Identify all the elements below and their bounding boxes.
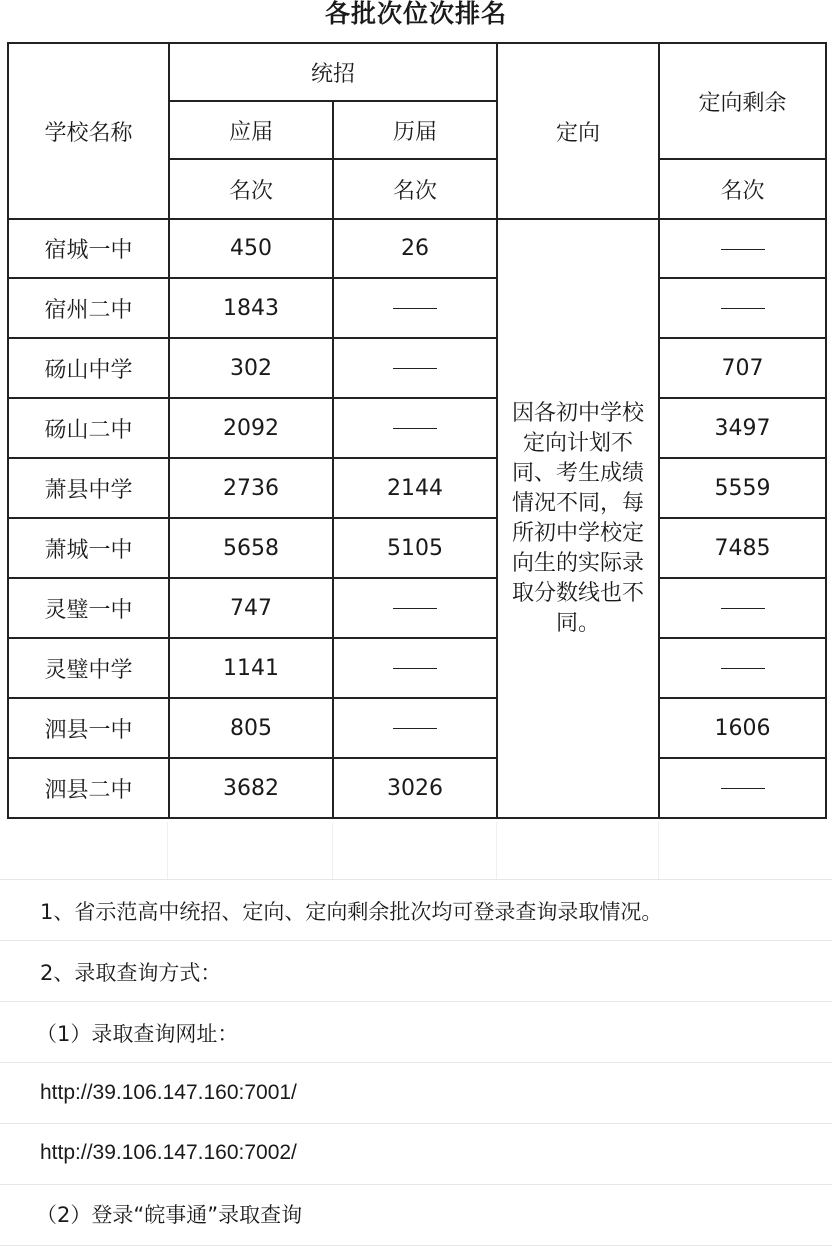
dingxiang-note-line: 同。 bbox=[556, 610, 601, 636]
header-mingci-lijie: 名次 bbox=[333, 159, 497, 219]
table-row bbox=[8, 398, 826, 458]
cell-lijie-rank bbox=[333, 278, 497, 338]
cell-shengyu-rank bbox=[659, 638, 826, 698]
header-dingxiang: 定向 bbox=[497, 43, 659, 219]
cell-lijie-rank: 5105 bbox=[333, 518, 497, 578]
table-row bbox=[8, 278, 826, 338]
grid-line bbox=[0, 879, 832, 880]
empty-dash bbox=[721, 308, 765, 309]
header-lijie: 历届 bbox=[333, 101, 497, 159]
dingxiang-note-line: 同、考生成绩 bbox=[512, 460, 645, 486]
empty-dash bbox=[393, 368, 437, 369]
cell-lijie-rank: 2144 bbox=[333, 458, 497, 518]
cell-lijie-rank: 26 bbox=[333, 219, 497, 278]
ranking-table bbox=[7, 42, 827, 819]
empty-dash bbox=[393, 608, 437, 609]
table-row bbox=[8, 698, 826, 758]
grid-line bbox=[0, 1062, 832, 1063]
cell-school: 泗县一中 bbox=[8, 698, 169, 758]
cell-school: 砀山中学 bbox=[8, 338, 169, 398]
cell-yingjie-rank: 302 bbox=[169, 338, 333, 398]
grid-line bbox=[0, 1001, 832, 1002]
header-yingjie: 应届 bbox=[169, 101, 333, 159]
cell-yingjie-rank: 450 bbox=[169, 219, 333, 278]
cell-lijie-rank bbox=[333, 698, 497, 758]
empty-dash bbox=[721, 788, 765, 789]
cell-yingjie-rank: 2092 bbox=[169, 398, 333, 458]
header-tongzhao: 统招 bbox=[169, 43, 497, 101]
grid-line bbox=[0, 1245, 832, 1246]
table-row bbox=[8, 578, 826, 638]
grid-line bbox=[332, 822, 333, 879]
cell-shengyu-rank: 3497 bbox=[659, 398, 826, 458]
cell-school: 泗县二中 bbox=[8, 758, 169, 818]
cell-yingjie-rank: 5658 bbox=[169, 518, 333, 578]
empty-dash bbox=[393, 728, 437, 729]
cell-lijie-rank bbox=[333, 638, 497, 698]
cell-yingjie-rank: 3682 bbox=[169, 758, 333, 818]
cell-shengyu-rank: 1606 bbox=[659, 698, 826, 758]
table-row bbox=[8, 458, 826, 518]
cell-lijie-rank bbox=[333, 338, 497, 398]
grid-line bbox=[0, 1184, 832, 1185]
query-url-1[interactable]: http://39.106.147.160:7001/ bbox=[40, 1081, 297, 1104]
cell-shengyu-rank: 7485 bbox=[659, 518, 826, 578]
dingxiang-note-line: 取分数线也不 bbox=[512, 580, 645, 606]
note-line-2: 2、录取查询方式： bbox=[40, 961, 222, 985]
cell-yingjie-rank: 1843 bbox=[169, 278, 333, 338]
dingxiang-note-line: 定向计划不 bbox=[523, 430, 634, 456]
grid-line bbox=[167, 822, 168, 879]
cell-shengyu-rank bbox=[659, 758, 826, 818]
table-row bbox=[8, 338, 826, 398]
header-mingci-shengyu: 名次 bbox=[659, 159, 826, 219]
cell-school: 宿州二中 bbox=[8, 278, 169, 338]
cell-lijie-rank: 3026 bbox=[333, 758, 497, 818]
header-mingci-yingjie: 名次 bbox=[169, 159, 333, 219]
cell-shengyu-rank: 5559 bbox=[659, 458, 826, 518]
grid-line bbox=[496, 822, 497, 879]
dingxiang-note-line: 所初中学校定 bbox=[512, 520, 645, 546]
cell-school: 灵璧中学 bbox=[8, 638, 169, 698]
table-row bbox=[8, 758, 826, 818]
note-line-1: 1、省示范高中统招、定向、定向剩余批次均可登录查询录取情况。 bbox=[40, 900, 663, 924]
query-url-2[interactable]: http://39.106.147.160:7002/ bbox=[40, 1141, 297, 1164]
table-row bbox=[8, 219, 826, 278]
empty-dash bbox=[721, 608, 765, 609]
cell-school: 宿城一中 bbox=[8, 219, 169, 278]
empty-dash bbox=[393, 308, 437, 309]
cell-lijie-rank bbox=[333, 398, 497, 458]
empty-dash bbox=[393, 668, 437, 669]
header-dingxiang-shengyu: 定向剩余 bbox=[659, 43, 826, 159]
dingxiang-note bbox=[497, 219, 659, 818]
grid-line bbox=[0, 1123, 832, 1124]
cell-school: 砀山二中 bbox=[8, 398, 169, 458]
empty-dash bbox=[721, 668, 765, 669]
cell-yingjie-rank: 2736 bbox=[169, 458, 333, 518]
note-line-4: （2）登录“皖事通”录取查询 bbox=[36, 1203, 303, 1227]
cell-yingjie-rank: 747 bbox=[169, 578, 333, 638]
cell-yingjie-rank: 1141 bbox=[169, 638, 333, 698]
grid-line bbox=[0, 940, 832, 941]
cell-shengyu-rank bbox=[659, 219, 826, 278]
empty-dash bbox=[721, 249, 765, 250]
empty-dash bbox=[393, 428, 437, 429]
cell-shengyu-rank: 707 bbox=[659, 338, 826, 398]
table-row bbox=[8, 518, 826, 578]
dingxiang-note-line: 向生的实际录 bbox=[512, 550, 645, 576]
cell-lijie-rank bbox=[333, 578, 497, 638]
grid-line bbox=[658, 822, 659, 879]
header-school-name: 学校名称 bbox=[8, 43, 169, 219]
note-line-3: （1）录取查询网址： bbox=[36, 1022, 239, 1046]
dingxiang-note-line: 情况不同，每 bbox=[512, 490, 645, 516]
dingxiang-note-line: 因各初中学校 bbox=[512, 400, 645, 426]
cell-school: 萧县中学 bbox=[8, 458, 169, 518]
table-row bbox=[8, 638, 826, 698]
cell-yingjie-rank: 805 bbox=[169, 698, 333, 758]
cell-shengyu-rank bbox=[659, 578, 826, 638]
cell-school: 灵璧一中 bbox=[8, 578, 169, 638]
cell-shengyu-rank bbox=[659, 278, 826, 338]
cell-school: 萧城一中 bbox=[8, 518, 169, 578]
page-title: 各批次位次排名 bbox=[324, 0, 507, 28]
